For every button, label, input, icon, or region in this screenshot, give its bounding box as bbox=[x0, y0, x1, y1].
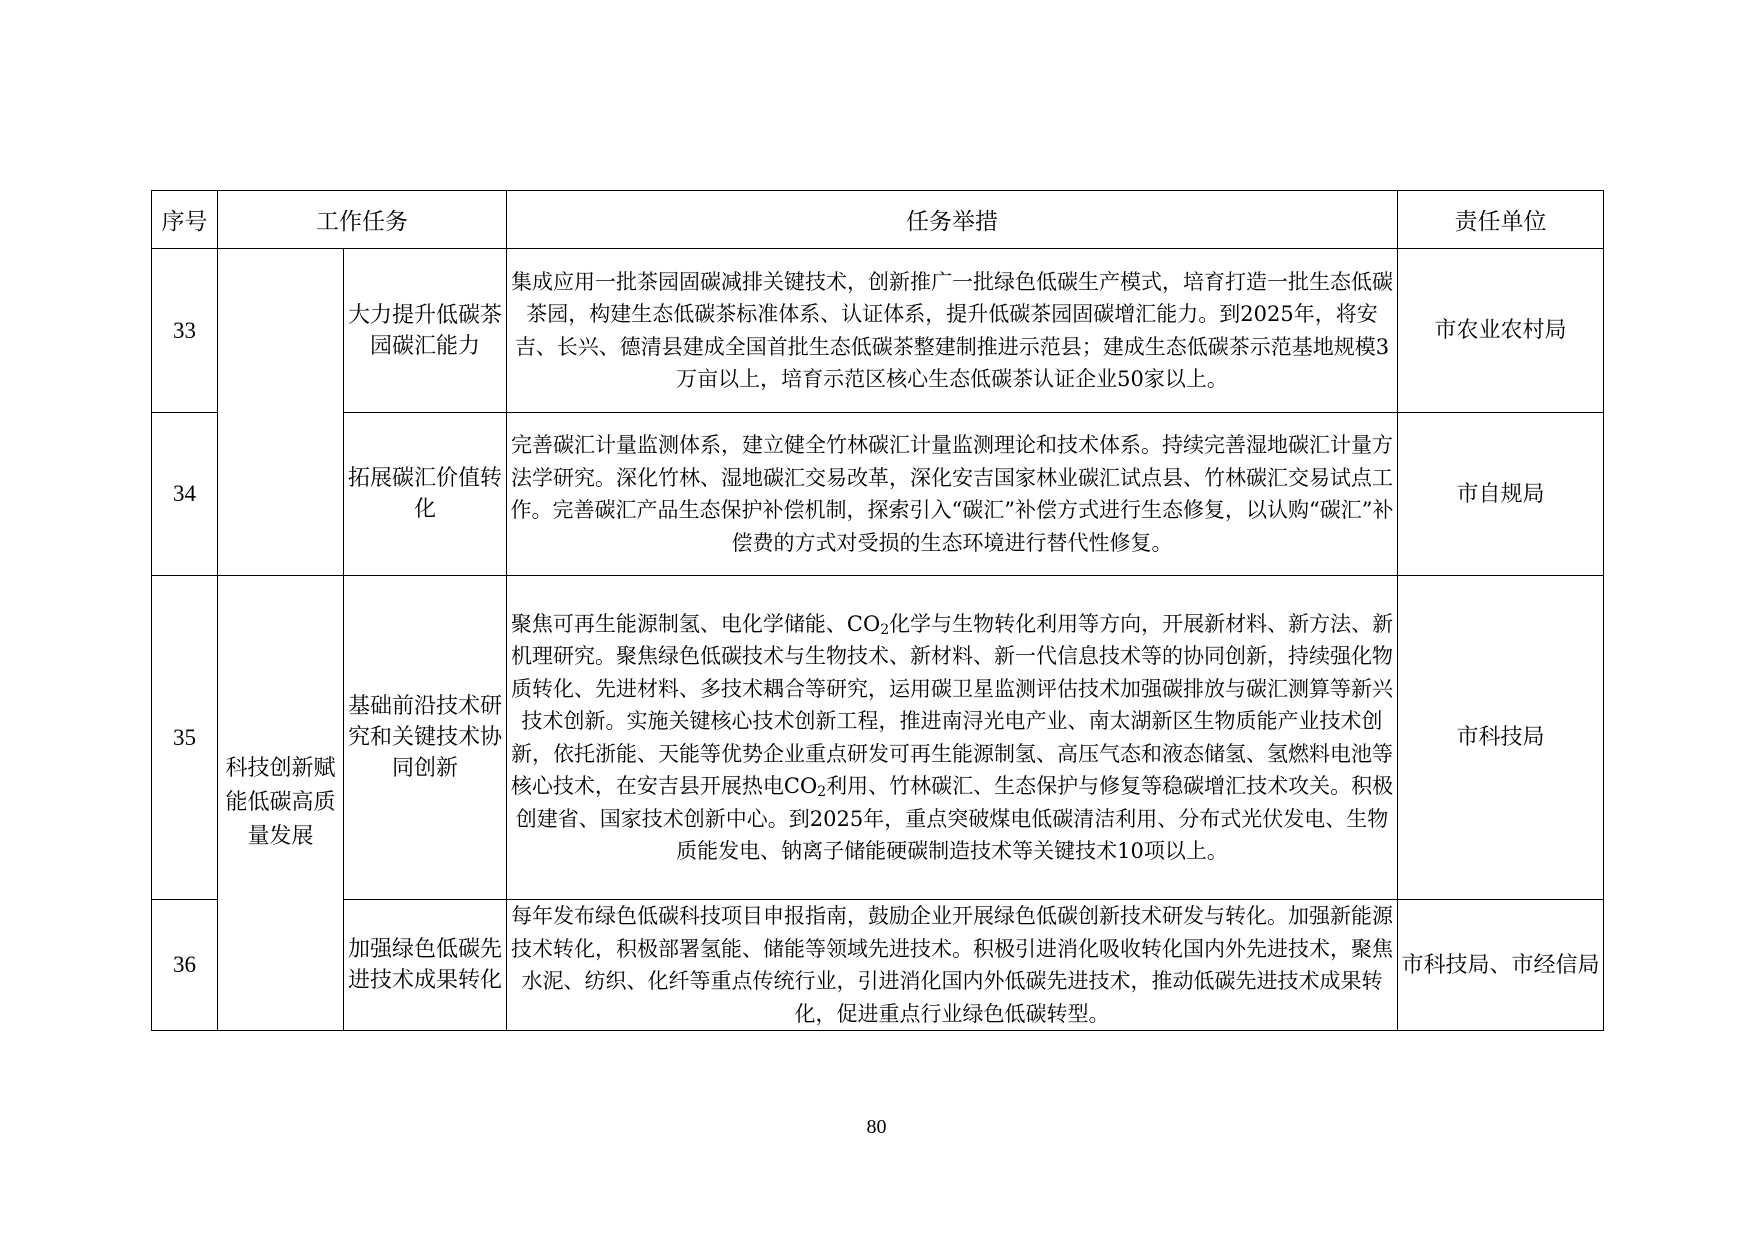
co2-subscript: 2 bbox=[880, 621, 890, 638]
table-row bbox=[152, 576, 1604, 900]
row-measures: 集成应用一批茶园固碳减排关键技术，创新推广一批绿色低碳生产模式，培育打造一批生态低碳茶园，构建生态低碳茶标准体系、认证体系，提升低碳茶园固碳增汇能力。到2025年，将安吉、长兴、德清县建成全国首批生态低碳茶整建制推进示范县；建成生态低碳茶示范基地规模3万亩以上，培育示范区核心生态低碳茶认证企业50家以上。 bbox=[507, 249, 1398, 413]
header-row bbox=[152, 191, 1604, 249]
measures-part: 聚焦可再生能源制氢、电化学储能、CO bbox=[510, 611, 881, 636]
table-row bbox=[152, 249, 1604, 413]
header-measures: 任务举措 bbox=[507, 191, 1398, 249]
row-task: 拓展碳汇价值转化 bbox=[344, 413, 507, 576]
header-task: 工作任务 bbox=[218, 191, 507, 249]
header-seq: 序号 bbox=[152, 191, 218, 249]
row-task: 基础前沿技术研究和关键技术协同创新 bbox=[344, 576, 507, 900]
page-number: 80 bbox=[866, 1116, 887, 1138]
measures-part: 利用、竹林碳汇、生态保护与修复等稳碳增汇技术攻关。积极创建省、国家技术创新中心。到2025年，重点突破煤电低碳清洁利用、分布式光伏发电、生物质能发电、钠离子储能硬碳制造技术等关键技术10项以上。 bbox=[515, 774, 1394, 863]
row-measures bbox=[507, 576, 1398, 900]
measures-part: 化学与生物转化利用等方向，开展新材料、新方法、新机理研究。聚焦绿色低碳技术与生物技术、新材料、新一代信息技术等的协同创新，持续强化物质转化、先进材料、多技术耦合等研究，运用碳卫星监测评估技术加强碳排放与碳汇测算等新兴技术创新。实施关键核心技术创新工程，推进南浔光电产业、南太湖新区生物质能产业技术创新，依托浙能、天能等优势企业重点研发可再生能源制氢、高压气态和液态储氢、氢燃料电池等核心技术，在安吉县开展热电CO bbox=[510, 611, 1394, 798]
row-unit: 市农业农村局 bbox=[1398, 249, 1604, 413]
row-measures: 完善碳汇计量监测体系，建立健全竹林碳汇计量监测理论和技术体系。持续完善湿地碳汇计量方法学研究。深化竹林、湿地碳汇交易改革，深化安吉国家林业碳汇试点县、竹林碳汇交易试点工作。完善碳汇产品生态保护补偿机制，探索引入“碳汇”补偿方式进行生态修复，以认购“碳汇”补偿费的方式对受损的生态环境进行替代性修复。 bbox=[507, 413, 1398, 576]
row-unit: 市自规局 bbox=[1398, 413, 1604, 576]
row-task: 大力提升低碳茶园碳汇能力 bbox=[344, 249, 507, 413]
row-seq: 34 bbox=[152, 413, 218, 576]
table-row bbox=[152, 900, 1604, 1031]
category-cell-empty bbox=[218, 249, 344, 576]
row-measures: 每年发布绿色低碳科技项目申报指南，鼓励企业开展绿色低碳创新技术研发与转化。加强新能源技术转化，积极部署氢能、储能等领域先进技术。积极引进消化吸收转化国内外先进技术，聚焦水泥、纺织、化纤等重点传统行业，引进消化国内外低碳先进技术，推动低碳先进技术成果转化，促进重点行业绿色低碳转型。 bbox=[507, 900, 1398, 1031]
tasks-table bbox=[151, 190, 1604, 1031]
row-seq: 35 bbox=[152, 576, 218, 900]
row-unit: 市科技局 bbox=[1398, 576, 1604, 900]
co2-subscript: 2 bbox=[817, 784, 827, 800]
row-task: 加强绿色低碳先进技术成果转化 bbox=[344, 900, 507, 1031]
header-unit: 责任单位 bbox=[1398, 191, 1604, 249]
row-seq: 33 bbox=[152, 249, 218, 413]
category-label: 科技创新赋能低碳高质量发展 bbox=[218, 576, 344, 1031]
row-unit: 市科技局、市经信局 bbox=[1398, 900, 1604, 1031]
row-seq: 36 bbox=[152, 900, 218, 1031]
table-row bbox=[152, 413, 1604, 576]
